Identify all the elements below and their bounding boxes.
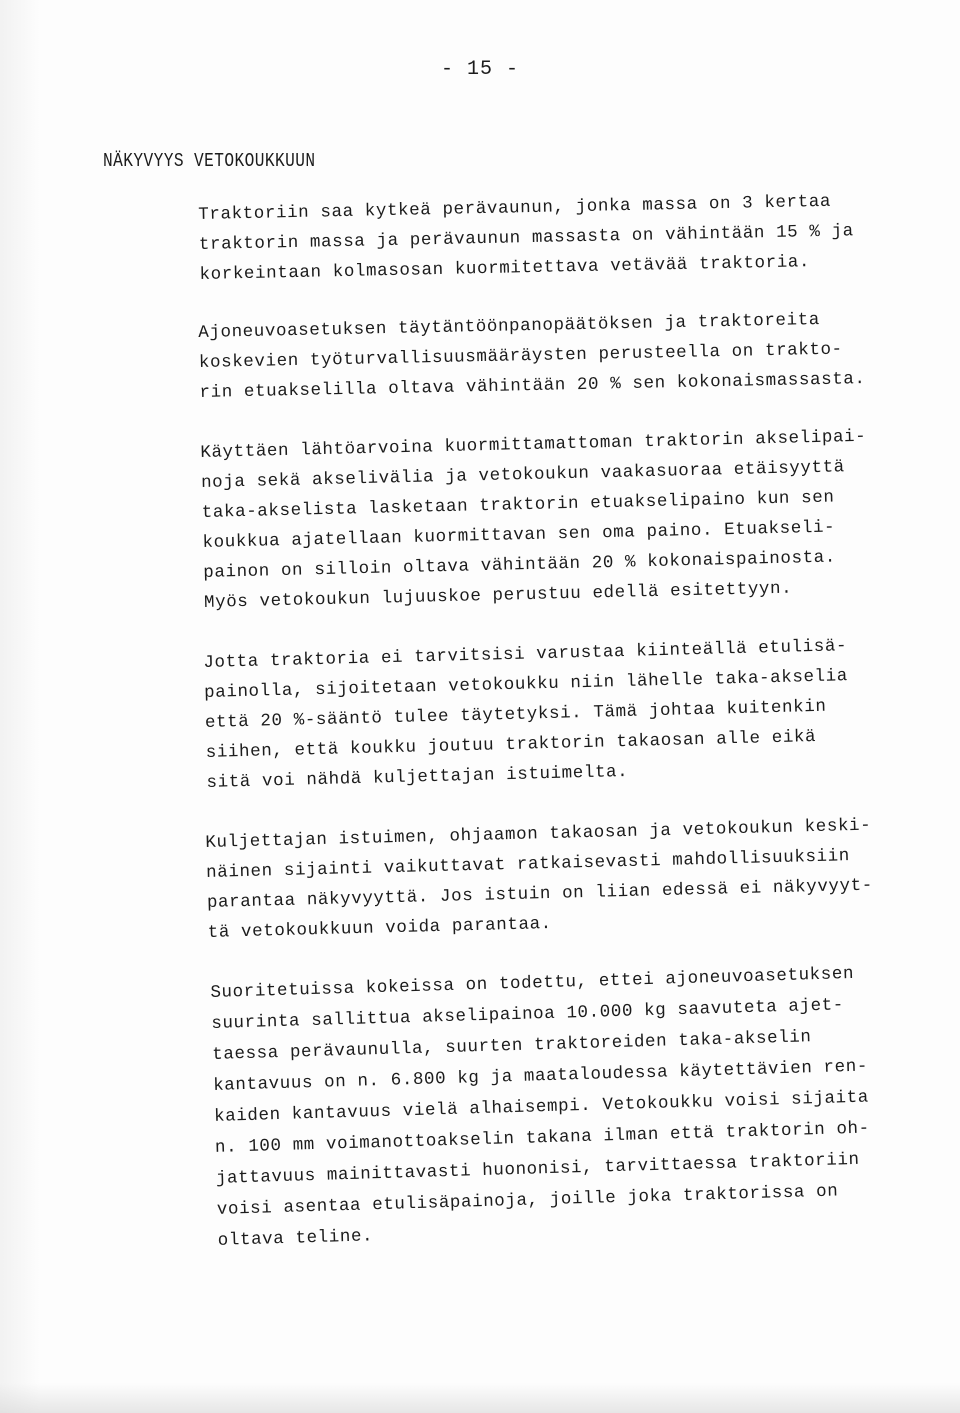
paragraph-line: kantavuus on n. 6.800 kg ja maataloudessa käytettävien ren- [212, 1056, 869, 1096]
scan-bottom-shadow [0, 1383, 960, 1413]
paragraph-2 [198, 303, 900, 408]
paragraph-line: suurinta sallittua akselipainoa 10.000 kg saavuteta ajet- [211, 995, 845, 1034]
paragraph-line: sitä voi nähdä kuljettajan istuimelta. [206, 761, 629, 793]
paragraph-line: n. 100 mm voimanottoakselin takana ilman että traktorin oh- [214, 1118, 871, 1158]
paragraph-line: koskevien työturvallisuusmääräysten perusteella on trakto- [198, 339, 843, 373]
paragraph-line: kaiden kantavuus vielä alhaisempi. Vetokoukku voisi sijaita [213, 1087, 870, 1127]
paragraph-line: taessa perävaunulla, suurten traktoreiden taka-akselin [211, 1027, 812, 1065]
paragraph-line: painolla, sijoitetaan vetokoukku niin lähelle taka-akselia [203, 666, 849, 703]
paragraph-line: jattavuus mainittavasti huononisi, tarvittaessa traktoriin [215, 1149, 860, 1189]
paragraph-3 [200, 421, 904, 618]
section-heading: NÄKYVYYS VETOKOUKKUUN [103, 150, 316, 172]
scan-left-shadow [0, 0, 40, 1413]
paragraph-line: rin etuakselilla oltava vähintään 20 % sen kokonaismassasta. [199, 369, 866, 403]
paragraph-line: koukkua ajatellaan kuormittavan sen oma paino. Etuakseli- [202, 517, 836, 553]
paragraph-line: Käyttäen lähtöarvoina kuormittamattoman traktorin akselipai- [200, 426, 867, 463]
paragraph-line: Jotta traktoria ei tarvitsisi varustaa kiinteällä etulisä- [203, 636, 848, 673]
paragraph-line: traktorin massa ja perävaunun massasta on vähintään 15 % ja [198, 221, 855, 255]
paragraph-line: oltava teline. [217, 1226, 374, 1251]
paragraph-line: tä vetokoukkuun voida parantaa. [207, 913, 553, 943]
paragraph-line: parantaa näkyvyyttä. Jos istuin on liian edessä ei näkyvyyt- [206, 875, 874, 913]
paragraph-line: voisi asentaa etulisäpainoja, joille joka traktorissa on [216, 1181, 839, 1220]
page-number: - 15 - [440, 58, 519, 81]
paragraph-5 [205, 810, 908, 948]
paragraph-line: painon on silloin oltava vähintään 20 % kokonaispainosta. [203, 547, 837, 583]
paragraph-line: taka-akselista lasketaan traktorin etuakselipaino kun sen [201, 487, 835, 523]
paragraph-line: Ajoneuvoasetuksen täytäntöönpanopäätöksen ja traktoreita [198, 309, 821, 343]
paragraph-line: Traktoriin saa kytkeä perävaunun, jonka massa on 3 kertaa [198, 191, 832, 225]
paragraph-line: Myös vetokoukun lujuuskoe perustuu edellä esitettyyn. [203, 578, 793, 613]
paragraph-line: että 20 %-sääntö tulee täytetyksi. Tämä johtaa kuitenkin [204, 696, 827, 733]
paragraph-line: noja sekä akselivälia ja vetokoukun vaakasuoraa etäisyyttä [200, 457, 846, 493]
paragraph-line: näinen sijainti vaikuttavat ratkaisevasti mahdollisuuksiin [205, 846, 851, 883]
paragraph-1 [198, 185, 900, 290]
paragraph-line: Suoritetuissa kokeissa on todettu, ettei ajoneuvoasetuksen [210, 963, 855, 1003]
paragraph-line: siihen, että koukku joutuu traktorin takaosan alle eikä [205, 726, 817, 763]
paragraph-line: Kuljettajan istuimen, ohjaamon takaosan ja vetokoukun keski- [205, 815, 872, 853]
paragraph-4 [203, 630, 907, 798]
paragraph-6 [210, 957, 918, 1257]
paragraph-line: korkeintaan kolmasosan kuormitettava vetävää traktoria. [199, 252, 811, 285]
